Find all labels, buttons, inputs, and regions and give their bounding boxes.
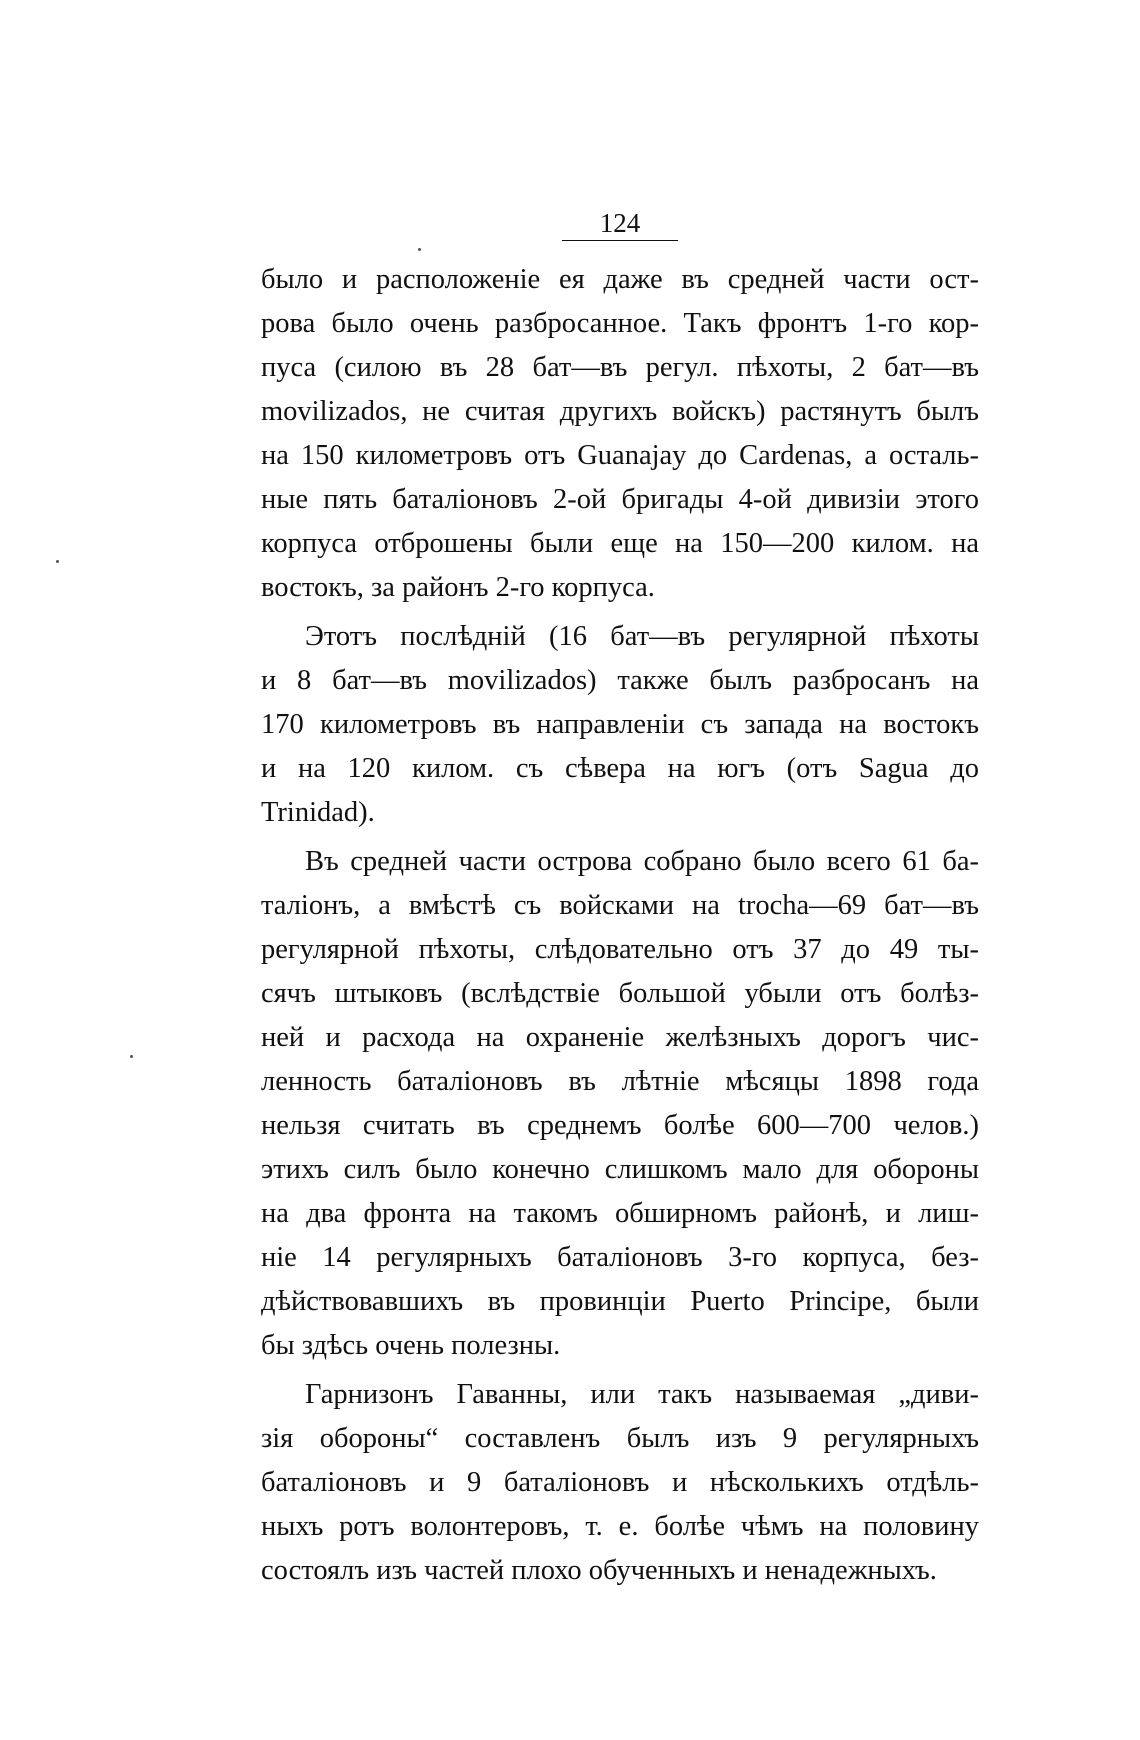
- text-line: было и расположеніе ея даже въ средней части ост-: [261, 264, 979, 295]
- text-line: ніе 14 регулярныхъ баталіоновъ 3-го корпуса, без-: [261, 1242, 979, 1273]
- paragraph: [261, 840, 979, 1368]
- text-line: Гарнизонъ Гаванны, или такъ называемая „диви-: [305, 1379, 979, 1410]
- text-line: Этотъ послѣдній (16 бат—въ регулярной пѣхоты: [305, 621, 979, 652]
- text-line: на два фронта на такомъ обширномъ районѣ, и лиш-: [261, 1198, 979, 1229]
- text-line: востокъ, за районъ 2-го корпуса.: [261, 572, 655, 603]
- text-line: ленность баталіоновъ въ лѣтніе мѣсяцы 1898 года: [261, 1066, 979, 1097]
- text-line: этихъ силъ было конечно слишкомъ мало для обороны: [261, 1154, 979, 1185]
- text-line: ныхъ ротъ волонтеровъ, т. е. болѣе чѣмъ на половину: [261, 1511, 979, 1542]
- text-line: зія обороны“ составленъ былъ изъ 9 регулярныхъ: [261, 1423, 979, 1454]
- text-line: корпуса отброшены были еще на 150—200 килом. на: [261, 528, 979, 559]
- text-line: состоялъ изъ частей плохо обученныхъ и ненадежныхъ.: [261, 1555, 937, 1586]
- text-line: и 8 бат—въ movilizados) также былъ разбросанъ на: [261, 665, 979, 696]
- paragraph: [261, 1373, 979, 1593]
- scan-speck: [418, 248, 421, 251]
- text-line: бы здѣсь очень полезны.: [261, 1330, 561, 1361]
- text-line: рова было очень разбросанное. Такъ фронтъ 1-го кор-: [261, 308, 979, 339]
- paragraph: [261, 258, 979, 610]
- text-line: нельзя считать въ среднемъ болѣе 600—700 челов.): [261, 1110, 979, 1141]
- text-line: на 150 километровъ отъ Guanajay до Cardenas, а осталь-: [261, 440, 979, 471]
- scan-speck: [130, 1055, 133, 1058]
- text-line: ней и расхода на охраненіе желѣзныхъ дорогъ чис-: [261, 1022, 979, 1053]
- text-line: Trinidad).: [261, 797, 375, 828]
- text-line: таліонъ, а вмѣстѣ съ войсками на trocha—69 бат—въ: [261, 890, 979, 921]
- text-line: баталіоновъ и 9 баталіоновъ и нѣсколькихъ отдѣль-: [261, 1467, 979, 1498]
- text-line: 170 километровъ въ направленіи съ запада на востокъ: [261, 709, 979, 740]
- text-line: ные пять баталіоновъ 2-ой бригады 4-ой дивизіи этого: [261, 484, 979, 515]
- text-line: movilizados, не считая другихъ войскъ) растянутъ былъ: [261, 396, 979, 427]
- text-line: пуса (силою въ 28 бат—въ регул. пѣхоты, 2 бат—въ: [261, 352, 979, 383]
- page-number: 124: [599, 208, 641, 238]
- body-text: [261, 258, 979, 1598]
- scan-speck: [56, 560, 59, 563]
- text-line: сячъ штыковъ (вслѣдствіе большой убыли отъ болѣз-: [261, 978, 979, 1009]
- paragraph: [261, 615, 979, 835]
- page-number-rule: [562, 240, 678, 241]
- text-line: регулярной пѣхоты, слѣдовательно отъ 37 до 49 ты-: [261, 934, 979, 965]
- text-line: дѣйствовавшихъ въ провинціи Puerto Principe, были: [261, 1286, 979, 1317]
- text-line: и на 120 килом. съ сѣвера на югъ (отъ Sagua до: [261, 753, 979, 784]
- text-line: Въ средней части острова собрано было всего 61 ба-: [305, 846, 979, 877]
